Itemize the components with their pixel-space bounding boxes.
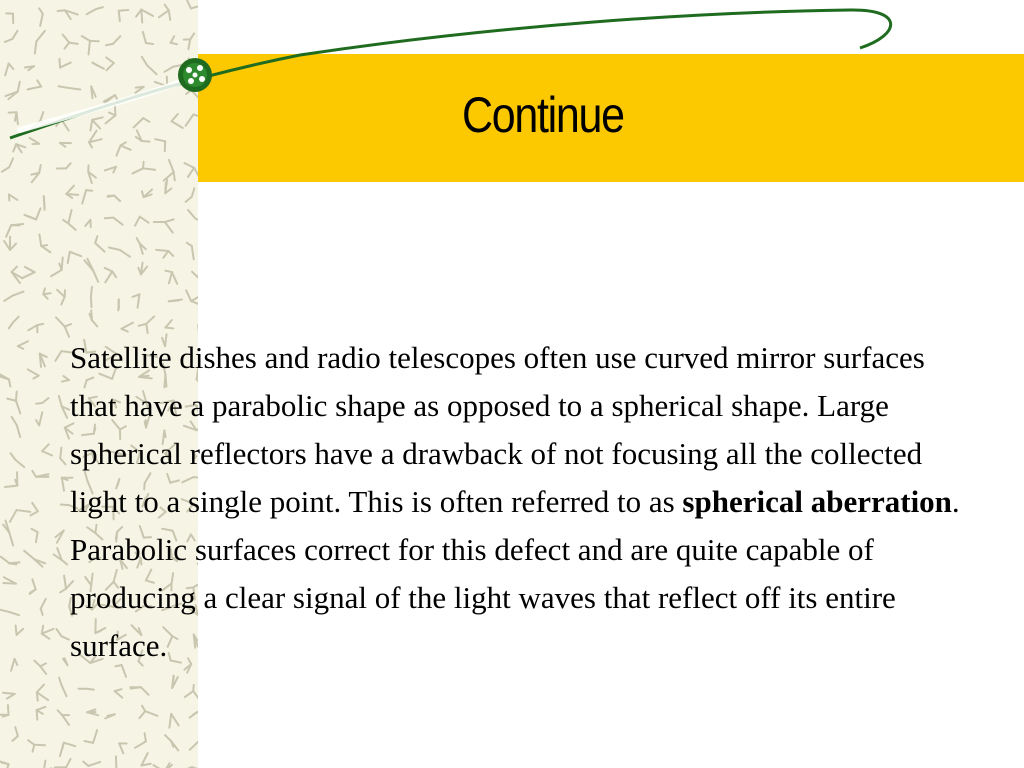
body-emphasis: spherical aberration [682,484,952,519]
body-text-part1: Satellite dishes and radio telescopes often use curved mirror surfaces that have a parabolic shape as opposed to a spherical shape. Large spherical reflectors have a drawback of not focusing all the collected light to a single point. This is often referred to as [70,340,925,519]
slide-title: Continue [462,87,624,143]
body-text-part2: . Parabolic surfaces correct for this defect and are quite capable of producing a clear signal of the light waves that reflect off its entire surface. [70,484,960,663]
body-paragraph [70,334,960,670]
